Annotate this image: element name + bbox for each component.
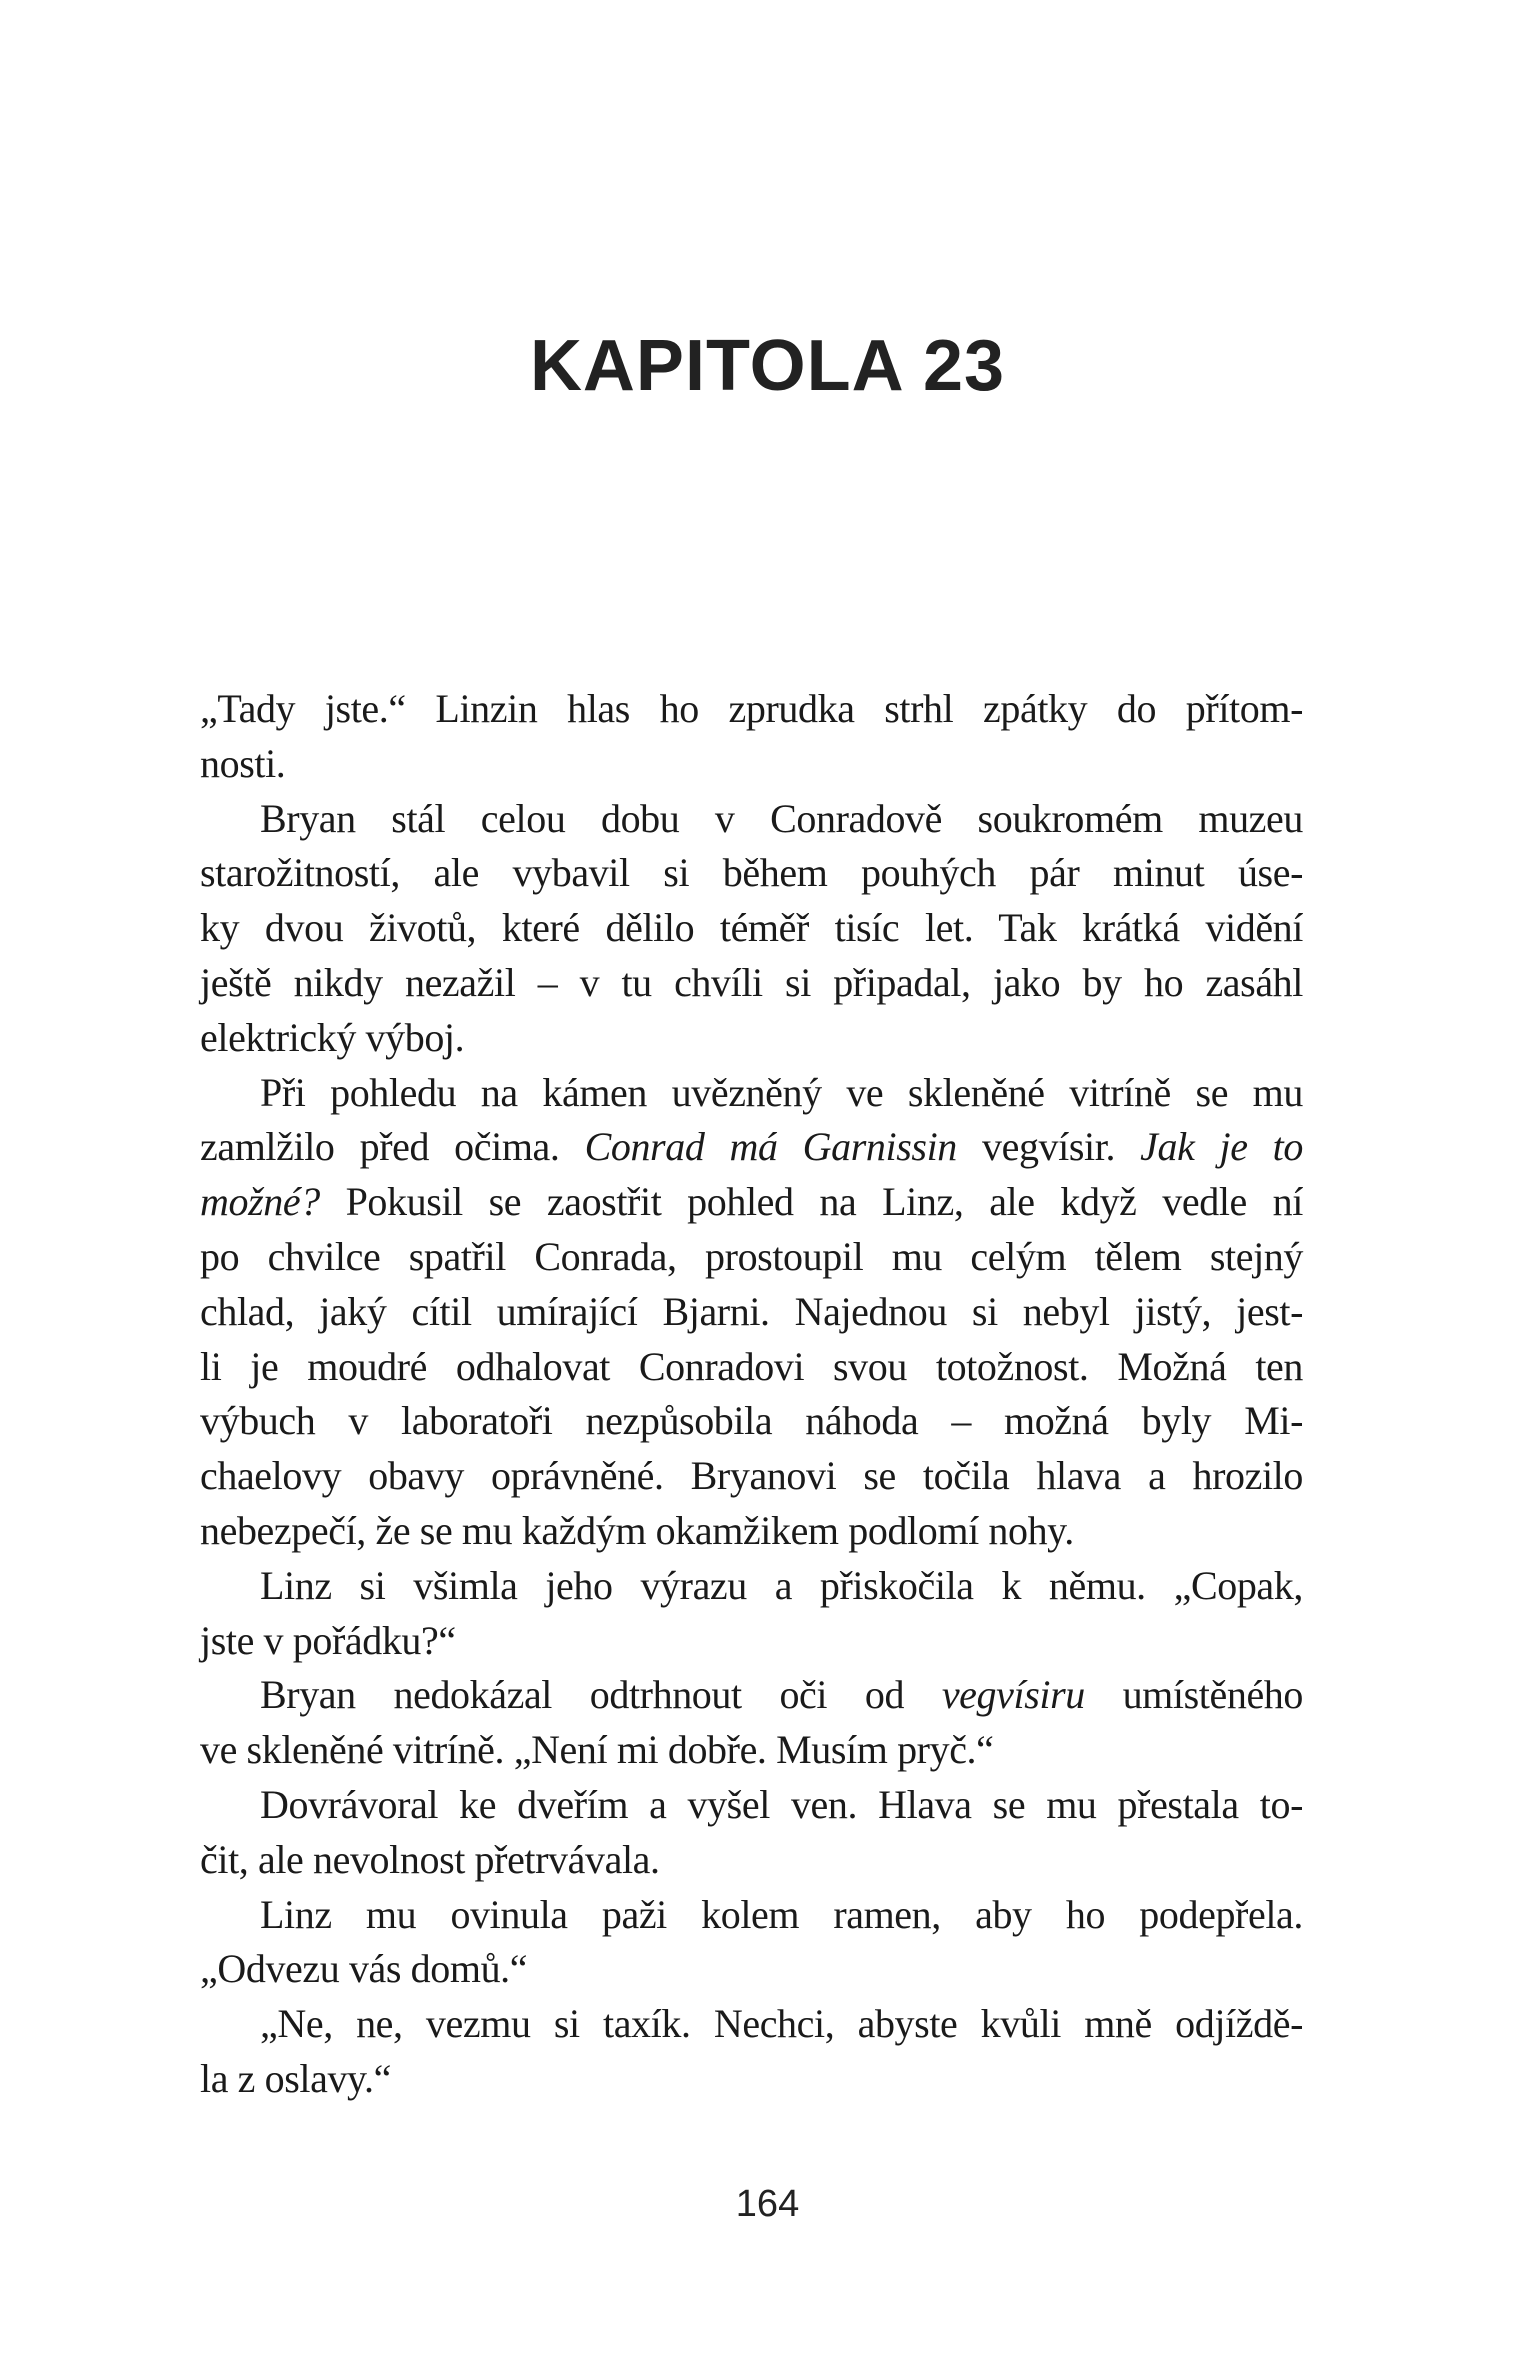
text-segment: Dovrávoral ke dveřím a vyšel ven. Hlava se mu přestala to- xyxy=(260,1781,1303,1827)
text-line xyxy=(200,1120,1303,1175)
text-line xyxy=(200,1997,1303,2052)
text-line xyxy=(200,1888,1303,1943)
text-segment: „Odvezu vás domů.“ xyxy=(200,1946,528,1992)
text-segment: vegvísir. xyxy=(956,1124,1141,1170)
text-segment: ve skleněné vitríně. „Není mi dobře. Musím pryč.“ xyxy=(200,1727,994,1773)
text-line xyxy=(200,1449,1303,1504)
text-line xyxy=(200,901,1303,956)
text-line xyxy=(200,737,1303,792)
italic-text: Conrad má Garnissin xyxy=(584,1124,957,1170)
italic-text: možné? xyxy=(200,1179,320,1225)
text-line xyxy=(200,1066,1303,1121)
text-segment: Pokusil se zaostřit pohled na Linz, ale když vedle ní xyxy=(319,1179,1303,1225)
text-line xyxy=(200,1504,1303,1559)
text-line xyxy=(200,1011,1303,1066)
text-segment: chaelovy obavy oprávněné. Bryanovi se točila hlava a hrozilo xyxy=(200,1453,1303,1499)
text-line xyxy=(200,846,1303,901)
text-line xyxy=(200,682,1303,737)
text-segment: výbuch v laboratoři nezpůsobila náhoda – možná byly Mi- xyxy=(200,1398,1303,1444)
text-segment: ky dvou životů, které dělilo téměř tisíc let. Tak krátká vidění xyxy=(200,905,1303,951)
text-segment: Linz mu ovinula paži kolem ramen, aby ho podepřela. xyxy=(260,1891,1303,1937)
text-segment: Bryan stál celou dobu v Conradově soukromém muzeu xyxy=(260,795,1303,841)
italic-text: Jak je to xyxy=(1140,1124,1303,1170)
text-line xyxy=(200,1285,1303,1340)
text-segment: ještě nikdy nezažil – v tu chvíli si připadal, jako by ho zasáhl xyxy=(200,959,1303,1005)
text-line xyxy=(200,1778,1303,1833)
text-segment: Při pohledu na kámen uvězněný ve skleněné vitríně se mu xyxy=(260,1069,1303,1115)
text-segment: jste v pořádku?“ xyxy=(200,1617,456,1663)
italic-text: vegvísiru xyxy=(941,1672,1085,1718)
text-line xyxy=(200,956,1303,1011)
text-line xyxy=(200,1833,1303,1888)
text-segment: nosti. xyxy=(200,740,286,786)
text-segment: elektrický výboj. xyxy=(200,1014,465,1060)
text-segment: „Tady jste.“ Linzin hlas ho zprudka strhl zpátky do přítom- xyxy=(200,686,1303,731)
text-segment: chlad, jaký cítil umírající Bjarni. Najednou si nebyl jistý, jest- xyxy=(200,1288,1303,1334)
text-segment: la z oslavy.“ xyxy=(200,2055,392,2101)
text-segment: zamlžilo před očima. xyxy=(200,1124,585,1170)
text-line xyxy=(200,1614,1303,1669)
text-line xyxy=(200,1175,1303,1230)
text-segment: li je moudré odhalovat Conradovi svou totožnost. Možná ten xyxy=(200,1343,1303,1389)
text-segment: čit, ale nevolnost přetrvávala. xyxy=(200,1836,660,1882)
text-line xyxy=(200,1723,1303,1778)
text-segment: po chvilce spatřil Conrada, prostoupil mu celým tělem stejný xyxy=(200,1233,1303,1279)
text-line xyxy=(200,2052,1303,2107)
body-text xyxy=(200,682,1303,2107)
text-segment: Linz si všimla jeho výrazu a přiskočila k němu. „Copak, xyxy=(260,1562,1303,1608)
text-line xyxy=(200,1668,1303,1723)
page-number: 164 xyxy=(735,2183,800,2225)
text-line xyxy=(200,1340,1303,1395)
text-line xyxy=(200,1942,1303,1997)
text-segment: „Ne, ne, vezmu si taxík. Nechci, abyste kvůli mně odjíždě- xyxy=(260,2001,1303,2047)
text-segment: nebezpečí, že se mu každým okamžikem podlomí nohy. xyxy=(200,1507,1074,1553)
text-segment: starožitností, ale vybavil si během pouhých pár minut úse- xyxy=(200,850,1303,896)
text-line xyxy=(200,1230,1303,1285)
chapter-title: KAPITOLA 23 xyxy=(529,326,1006,406)
text-segment: Bryan nedokázal odtrhnout oči od xyxy=(260,1672,942,1718)
text-line xyxy=(200,1394,1303,1449)
text-line xyxy=(200,792,1303,847)
text-segment: umístěného xyxy=(1084,1672,1303,1718)
text-line xyxy=(200,1559,1303,1614)
